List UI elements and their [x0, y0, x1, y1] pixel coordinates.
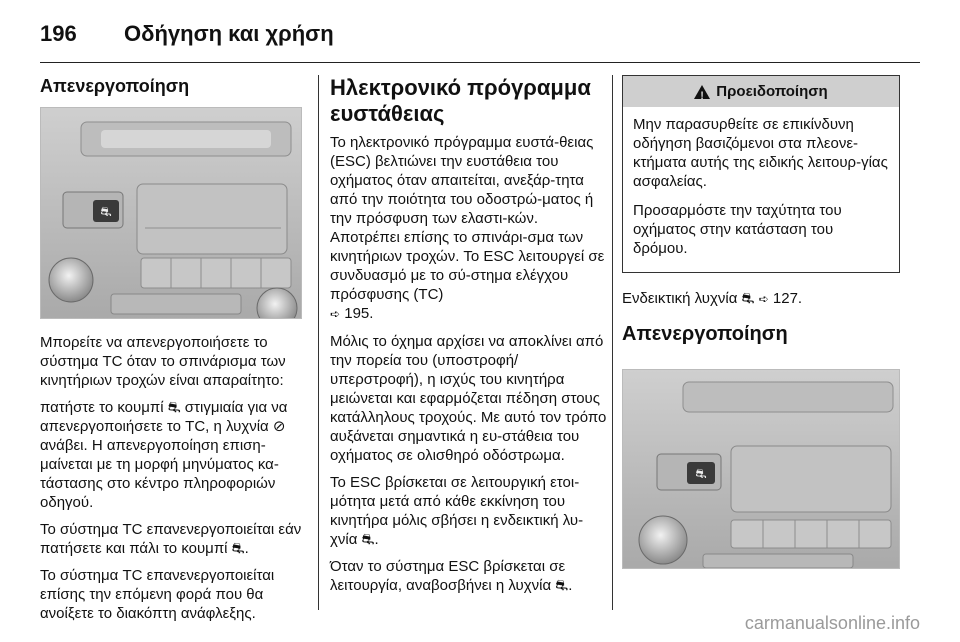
column-divider [612, 75, 613, 610]
section-heading-deactivation: Απενεργοποίηση [40, 76, 190, 96]
warning-header [623, 76, 899, 107]
paragraph: Μπορείτε να απενεργοποιήσετε το σύστημα TC όταν το σπινάρισμα των κινητήριων τροχών είναι απαραίτητο: [40, 334, 286, 389]
dashboard-button-photo [622, 369, 900, 569]
ref-arrow-icon: ➪ [330, 307, 341, 321]
page-reference[interactable]: 195. [344, 305, 374, 322]
page-header [40, 14, 920, 54]
ref-arrow-icon: ➪ [758, 292, 769, 306]
paragraph [330, 133, 608, 324]
warning-triangle-icon: ! [694, 85, 710, 99]
svg-text:⛐: ⛐ [695, 467, 707, 482]
dashboard-button-photo [40, 107, 302, 319]
paragraph: Το ESC βρίσκεται σε λειτουργική ετοι-μότητα μετά από κάθε εκκίνηση του κινητήρα μόλις σβήσει η ενδεικτική λυ-χνία ⛐. [330, 474, 584, 548]
warning-text: Προσαρμόστε την ταχύτητα του οχήματος στην κατάσταση του δρόμου. [633, 202, 842, 257]
warning-text: Μην παρασυρθείτε σε επικίνδυνη οδήγηση βασιζόμενοι στα πλεονε-κτήματα αυτής της ειδικής λειτουρ-γίας ασφαλείας. [633, 116, 888, 190]
warning-box [622, 75, 900, 273]
warning-body [623, 107, 899, 272]
paragraph: Το σύστημα TC επανενεργοποιείται εάν πατήσετε και πάλι το κουμπί ⛐. [40, 521, 302, 557]
header-divider [40, 62, 920, 63]
indicator-reference [622, 289, 900, 309]
warning-title: Προειδοποίηση [716, 83, 828, 100]
right-column [622, 75, 900, 583]
left-column [40, 75, 304, 631]
page-title: Οδήγηση και χρήση [124, 21, 334, 46]
paragraph: Όταν το σύστημα ESC βρίσκεται σε λειτουργία, αναβοσβήνει η λυχνία ⛐. [330, 558, 573, 594]
middle-column [330, 75, 608, 603]
page-reference[interactable]: 127. [772, 290, 803, 307]
svg-text:⛐: ⛐ [100, 205, 112, 220]
indicator-text: Ενδεικτική λυχνία ⛐ [622, 290, 755, 307]
paragraph: Το σύστημα TC επανενεργοποιείται επίσης την επόμενη φορά που θα ανοίξετε το διακόπτη ανάφλεξης. [40, 567, 275, 622]
paragraph: πατήστε το κουμπί ⛐ στιγμιαία για να απενεργοποιήσετε το TC, η λυχνία ⊘ ανάβει. Η απενεργοποίηση επιση-μαίνεται με τη μορφή μηνύματος κα-τάστασης στο κέντρο πληροφοριών οδηγού. [40, 399, 288, 511]
section-heading-deactivation: Απενεργοποίηση [622, 323, 788, 345]
paragraph-text: Το ηλεκτρονικό πρόγραμμα ευστά-θειας (ESC) βελτιώνει την ευστάθεια του οχήματος όταν απαιτείται, ανεξάρ-τητα από την ποιότητα του οδοστρώ-ματος ή την πρόσφυση των ελαστι-κών. Αποτρέπει επίσης το σπινάρι-σμα των κινητήριων τροχών. Το ESC λειτουργεί σε συνδυασμό με το σύ-στημα ελέγχου πρόσφυσης (TC) [330, 134, 605, 303]
watermark: carmanualsonline.info [744, 613, 920, 633]
column-divider [318, 75, 319, 610]
section-heading-esc: Ηλεκτρονικό πρόγραμμα ευστάθειας [330, 75, 591, 126]
page-number: 196 [40, 21, 77, 46]
paragraph: Μόλις το όχημα αρχίσει να αποκλίνει από την πορεία του (υποστροφή/ υπερστροφή), η ισχύς του κινητήρα μειώνεται και εφαρμόζεται πέδηση στους κατάλληλους τροχούς. Με αυτό τον τρόπο αυξάνεται σημαντικά η ευ-στάθεια του οχήματος σε ολισθηρό οδόστρωμα. [330, 333, 607, 464]
